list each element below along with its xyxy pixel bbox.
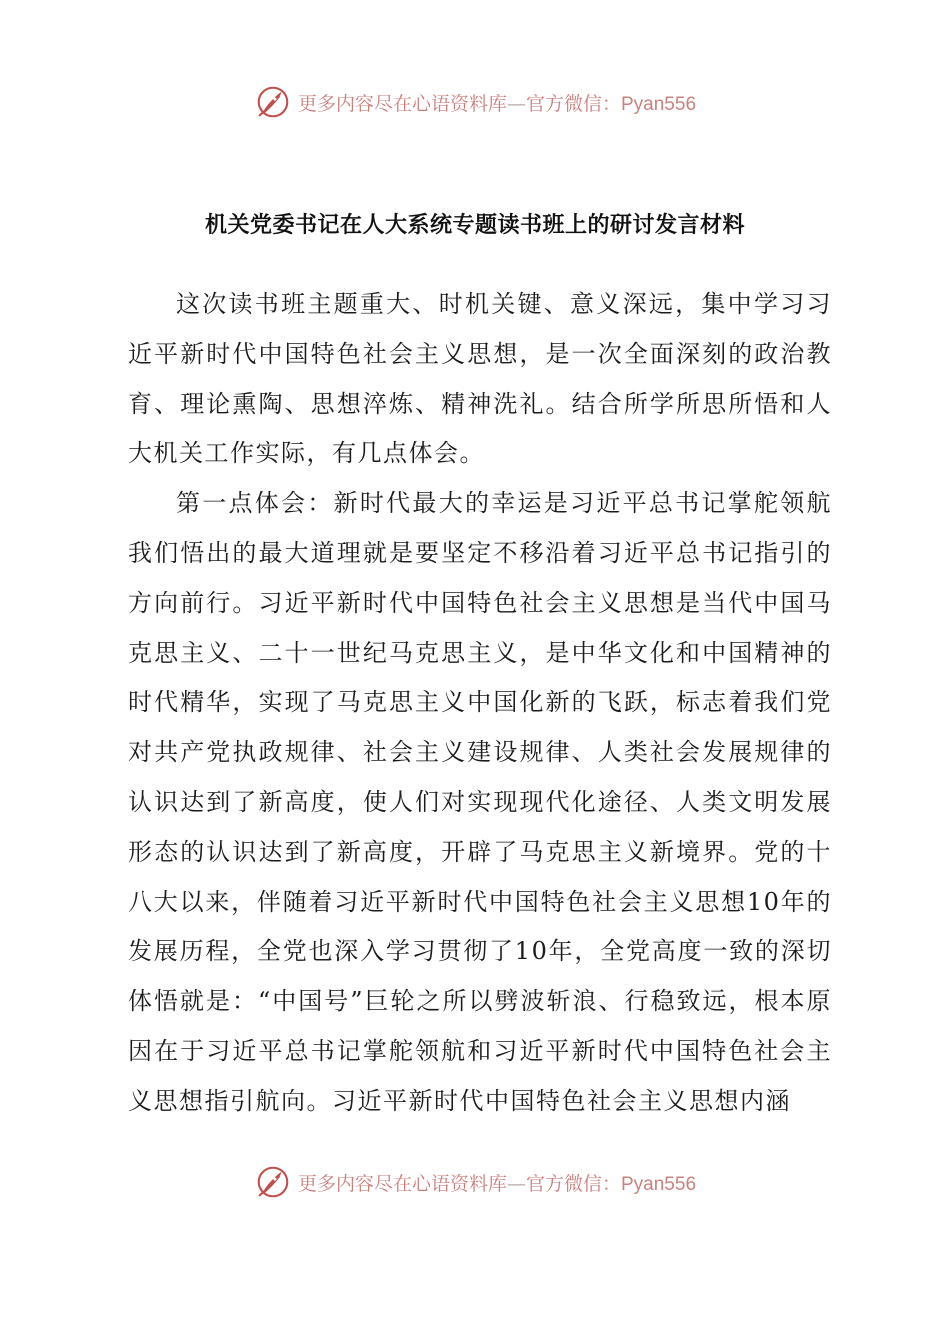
- document-body: [128, 280, 832, 1127]
- header-site-name: 更多内容尽在心语资料库: [297, 92, 507, 115]
- header-wechat-label: 官方微信：: [525, 92, 621, 115]
- footer-separator: —: [506, 1172, 526, 1195]
- paragraph: 这次读书班主题重大、时机关键、意义深远，集中学习习近平新时代中国特色社会主义思想，是一次全面深刻的政治教育、理论熏陶、思想淬炼、精神洗礼。结合所学所思所悟和人大机关工作实际，有几点体会。: [128, 290, 832, 468]
- footer-wechat-id: Pyan556: [621, 1173, 697, 1195]
- header-banner-text: [298, 89, 696, 116]
- document-title: 机关党委书记在人大系统专题读书班上的研讨发言材料: [204, 213, 745, 238]
- footer-site-name: 更多内容尽在心语资料库: [297, 1172, 507, 1195]
- pen-nib-logo-icon: [254, 83, 292, 121]
- header-wechat-id: Pyan556: [621, 93, 697, 115]
- footer-wechat-label: 官方微信：: [525, 1172, 621, 1195]
- paragraph: 第一点体会：新时代最大的幸运是习近平总书记掌舵领航我们悟出的最大道理就是要坚定不移沿着习近平总书记指引的方向前行。习近平新时代中国特色社会主义思想是当代中国马克思主义、二十一世纪马克思主义，是中华文化和中国精神的时代精华，实现了马克思主义中国化新的飞跃，标志着我们党对共产党执政规律、社会主义建设规律、人类社会发展规律的认识达到了新高度，使人们对实现现代化途径、人类文明发展形态的认识达到了新高度，开辟了马克思主义新境界。党的十八大以来，伴随着习近平新时代中国特色社会主义思想10年的发展历程，全党也深入学习贯彻了10年，全党高度一致的深切体悟就是：“中国号”巨轮之所以劈波斩浪、行稳致远，根本原因在于习近平总书记掌舵领航和习近平新时代中国特色社会主义思想指引航向。习近平新时代中国特色社会主义思想内涵: [128, 489, 832, 1115]
- footer-banner-text: [298, 1169, 696, 1196]
- header-banner: [0, 82, 950, 122]
- header-separator: —: [506, 92, 526, 115]
- pen-nib-logo-icon: [254, 1163, 292, 1201]
- footer-banner: [0, 1162, 950, 1202]
